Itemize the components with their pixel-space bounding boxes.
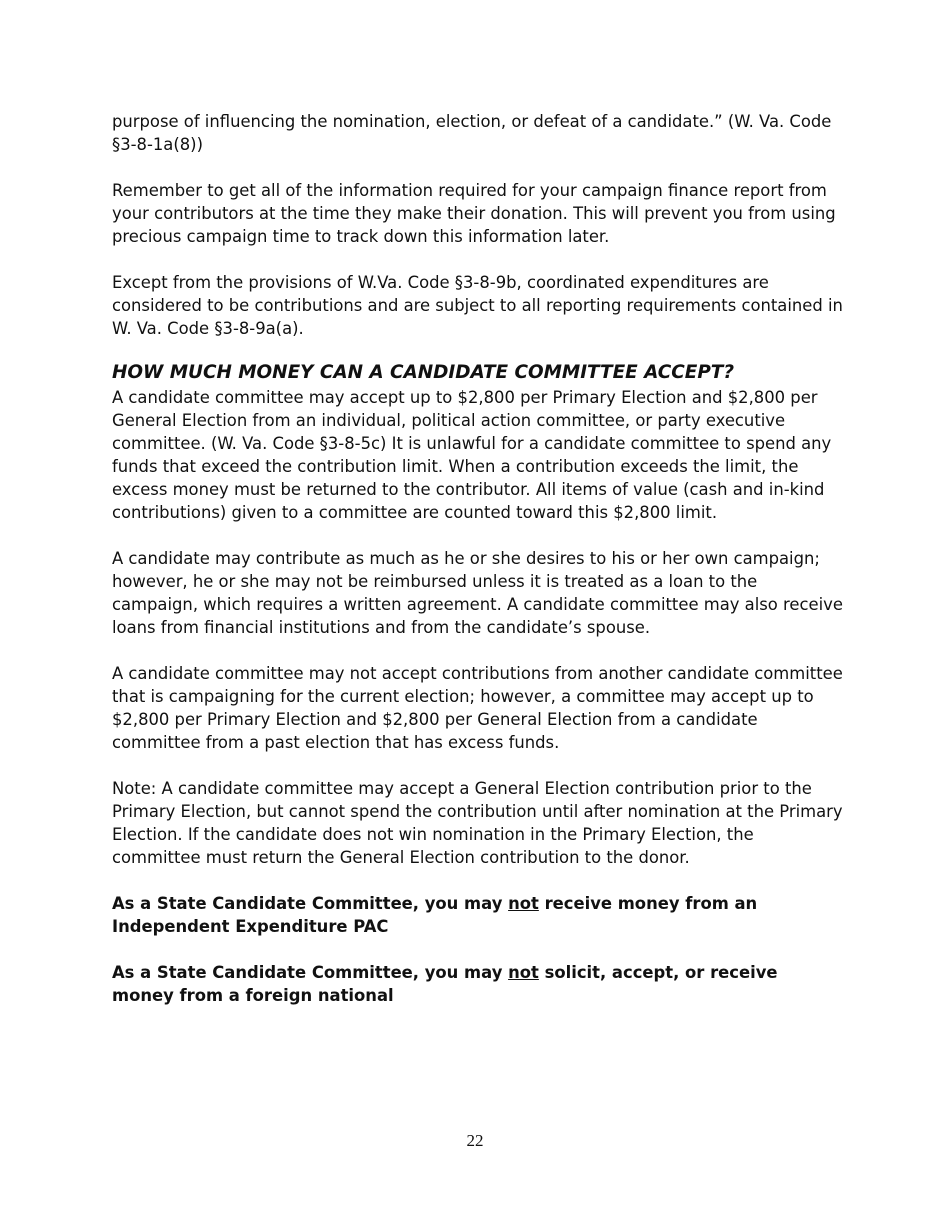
paragraph-contributor-info: Remember to get all of the information required for your campaign finance report from your contributors at the time they make their donation. This will prevent you from using precious campaign time to track down this information later. <box>112 181 836 246</box>
paragraph-general-election-note: Note: A candidate committee may accept a General Election contribution prior to the Primary Election, but cannot spend the contribution until after nomination at the Primary Election. If the candidate does not win nomination in the Primary Election, the committee must return the General Election contribution to the donor. <box>112 779 843 867</box>
paragraph-contribution-limit: A candidate committee may accept up to $2,800 per Primary Election and $2,800 per General Election from an individual, political action committee, or party executive committee. (W. Va. Code §3-8-5c) It is unlawful for a candidate committee to spend any funds that exceed the contribution limit. When a contribution exceeds the limit, the excess money must be returned to the contributor. All items of value (cash and in-kind contributions) given to a committee are counted toward this $2,800 limit. <box>112 388 832 522</box>
paragraph-coordinated-expenditures: Except from the provisions of W.Va. Code §3-8-9b, coordinated expenditures are considered to be contributions and are subject to all reporting requirements contained in W. Va. Code §3-8-9a(a). <box>112 273 843 338</box>
underlined-not: not <box>508 963 539 982</box>
bold-note-independent-pac: As a State Candidate Committee, you may not receive money from an Independent Expenditure PAC <box>112 894 758 936</box>
paragraph-candidate-self-contribution: A candidate may contribute as much as he or she desires to his or her own campaign; however, he or she may not be reimbursed unless it is treated as a loan to the campaign, which requires a written agreement. A candidate committee may also receive loans from financial institutions and from the candidate’s spouse. <box>112 549 843 637</box>
bold-note-foreign-national: As a State Candidate Committee, you may not solicit, accept, or receive money from a foreign national <box>112 963 778 1005</box>
paragraph-other-candidate-committee: A candidate committee may not accept contributions from another candidate committee that is campaigning for the current election; however, a committee may accept up to $2,800 per Primary Election and $2,800 per General Election from a candidate committee from a past election that has excess funds. <box>112 664 843 752</box>
page-number: 22 <box>466 1131 484 1150</box>
section-heading: HOW MUCH MONEY CAN A CANDIDATE COMMITTEE ACCEPT? <box>112 362 735 383</box>
paragraph-definition-continuation: purpose of influencing the nomination, election, or defeat of a candidate.” (W. Va. Code §3-8-1a(8)) <box>112 112 832 154</box>
document-body <box>112 110 844 1030</box>
underlined-not: not <box>508 894 539 913</box>
